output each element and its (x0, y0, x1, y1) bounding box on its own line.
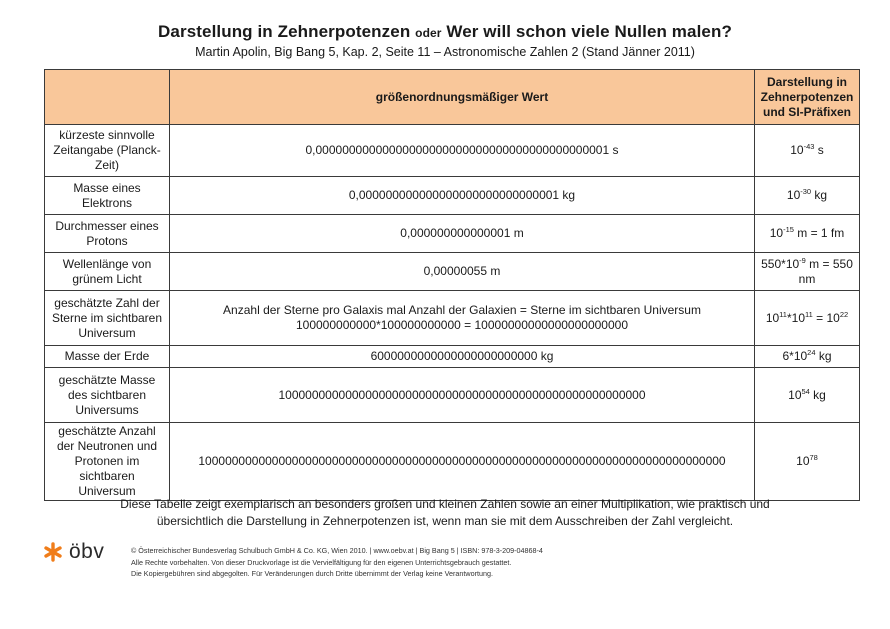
header-label-cell (45, 70, 170, 125)
row-value: 1000000000000000000000000000000000000000000000000000000000000000000000000000000 (170, 423, 755, 501)
row-value: 0,00000000000000000000000000000000000000000001 s (170, 125, 755, 177)
row-power (755, 291, 860, 346)
copyright-block (131, 545, 543, 580)
row-power (755, 177, 860, 215)
row-label: geschätzte Zahl der Sterne im sichtbaren Universum (45, 291, 170, 346)
power-rest: kg (815, 349, 832, 363)
table-row (45, 253, 860, 291)
table-row (45, 125, 860, 177)
powers-table (44, 69, 860, 501)
table-row (45, 368, 860, 423)
power-rest: kg (811, 188, 828, 202)
power-b: *10 (786, 310, 805, 325)
row-power (755, 215, 860, 253)
page-title (0, 22, 890, 42)
table-row (45, 423, 860, 501)
row-label: geschätzte Anzahl der Neutronen und Protonen im sichtbaren Universum (45, 423, 170, 501)
row-label: Masse eines Elektrons (45, 177, 170, 215)
title-oder: oder (415, 26, 442, 40)
row-label: kürzeste sinnvolle Zeitangabe (Planck-Zeit) (45, 125, 170, 177)
row-power (755, 125, 860, 177)
table-row (45, 346, 860, 368)
power-rest: kg (809, 387, 826, 402)
title-part1: Darstellung in Zehnerpotenzen (158, 22, 411, 41)
row-value-line1: Anzahl der Sterne pro Galaxis mal Anzahl der Galaxien = Sterne im sichtbaren Universum (223, 303, 701, 317)
row-label: Durchmesser eines Protons (45, 215, 170, 253)
power-base: 10 (788, 387, 802, 402)
title-part2: Wer will schon viele Nullen malen? (446, 22, 732, 41)
power-base: 550*10 (761, 256, 800, 271)
page-subtitle: Martin Apolin, Big Bang 5, Kap. 2, Seite 11 – Astronomische Zahlen 2 (Stand Jänner 2011) (195, 45, 695, 59)
asterisk-icon (43, 542, 63, 562)
power-c-exponent: 22 (839, 309, 849, 319)
footnote: Diese Tabelle zeigt exemplarisch an besonders großen und kleinen Zahlen sowie an einer Multiplikation, wie praktisch und übersichtlich die Darstellung in Zehnerpotenzen ist, wenn man sie mit dem Ausschreiben der Zahl vergleicht. (120, 497, 770, 528)
power-exponent: 54 (801, 386, 810, 396)
power-exponent: 24 (807, 348, 816, 357)
power-rest: m = 550 nm (798, 256, 853, 286)
power-b-exponent: 11 (805, 309, 813, 319)
header-value-cell: größenordnungsmäßiger Wert (170, 70, 755, 125)
row-label: geschätzte Masse des sichtbaren Universums (45, 368, 170, 423)
row-value: 1000000000000000000000000000000000000000000000000000000 (170, 368, 755, 423)
copyright-line: © Österreichischer Bundesverlag Schulbuch GmbH & Co. KG, Wien 2010. | www.oebv.at | Big Bang 5 | ISBN: 978-3-209-04868-4 (131, 546, 543, 555)
publisher-logo (43, 540, 104, 564)
power-a-exponent: 11 (779, 309, 787, 319)
power-a: 10 (765, 310, 780, 325)
power-base: 10 (769, 226, 784, 240)
power-base: 6*10 (782, 349, 808, 363)
power-rest: m = 1 fm (793, 226, 845, 240)
row-value: 0,000000000000001 m (170, 215, 755, 253)
power-exponent: -43 (803, 142, 815, 151)
copyright-line: Alle Rechte vorbehalten. Von dieser Druckvorlage ist die Vervielfältigung für den eigenen Unterrichtsgebrauch gestattet. (131, 557, 512, 567)
copyright-line: Die Kopiergebühren sind abgegolten. Für Veränderungen durch Dritte übernimmt der Verlag keine Verantwortung. (131, 569, 493, 578)
row-power (755, 423, 860, 501)
row-power (755, 253, 860, 291)
row-label: Masse der Erde (45, 346, 170, 368)
table-row (45, 215, 860, 253)
row-value (170, 291, 755, 346)
row-label: Wellenlänge von grünem Licht (45, 253, 170, 291)
power-rest: s (814, 143, 824, 157)
power-base: 10 (796, 454, 810, 468)
header-power-cell: Darstellung in Zehnerpotenzen und SI-Präfixen (755, 70, 860, 125)
power-exponent: 78 (809, 453, 818, 462)
power-c: = 10 (812, 310, 840, 325)
power-exponent: -9 (799, 255, 806, 265)
power-exponent: -30 (800, 187, 812, 196)
table-row (45, 291, 860, 346)
row-power (755, 368, 860, 423)
logo-text: öbv (69, 540, 105, 563)
power-base: 10 (790, 143, 804, 157)
row-value: 0,00000055 m (170, 253, 755, 291)
table-row (45, 177, 860, 215)
row-value: 6000000000000000000000000 kg (170, 346, 755, 368)
power-base: 10 (786, 188, 801, 202)
row-power (755, 346, 860, 368)
row-value: 0,000000000000000000000000000001 kg (170, 177, 755, 215)
power-exponent: -15 (783, 225, 794, 234)
row-value-line2: 100000000000*100000000000 = 10000000000000000000000 (295, 318, 628, 332)
table-header-row (45, 70, 860, 125)
